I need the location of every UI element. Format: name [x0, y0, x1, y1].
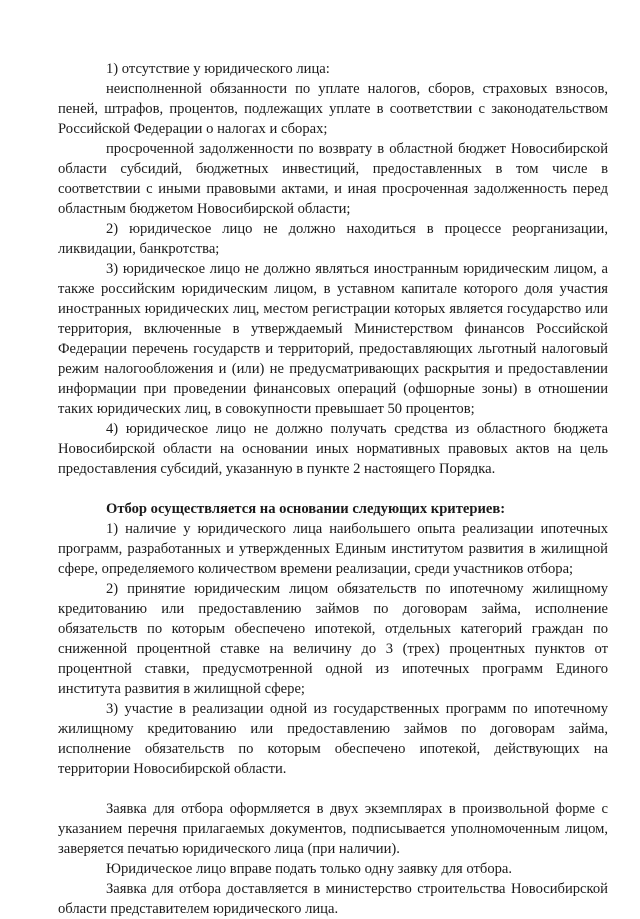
- paragraph-foreign-entity: 3) юридическое лицо не должно являться иностранным юридическим лицом, а также российским юридическим лицом, в уставном капитале которого доля участия иностранных юридических лиц, местом регистрации которых является государство или территория, включенные в утверждаемый Министерством финансов Российской Федерации перечень государств и территорий, предоставляющих льготный налоговый режим налогообложения и (или) не предусматривающих раскрытия и предоставлении информации при проведении финансовых операций (офшорные зоны) в отношении таких юридических лиц, в совокупности превышает 50 процентов;: [58, 261, 608, 417]
- criterion-experience: 1) наличие у юридического лица наибольшего опыта реализации ипотечных программ, разработанных и утвержденных Единым институтом развития в жилищной сфере, определяемого количеством времени реализации, среди участников отбора;: [58, 521, 608, 577]
- criteria-heading: Отбор осуществляется на основании следующих критериев:: [106, 501, 506, 517]
- document-page: [58, 59, 608, 919]
- paragraph-reorganization: 2) юридическое лицо не должно находиться в процессе реорганизации, ликвидации, банкротства;: [58, 221, 608, 257]
- paragraph-tax-obligations: неисполненной обязанности по уплате налогов, сборов, страховых взносов, пеней, штрафов, процентов, подлежащих уплате в соответствии с законодательством Российской Федерации о налогах и сборах;: [58, 81, 608, 137]
- section-gap: [58, 779, 608, 799]
- paragraph-absence-intro: 1) отсутствие у юридического лица:: [106, 61, 330, 77]
- criterion-reduced-rate: 2) принятие юридическим лицом обязательств по ипотечному жилищному кредитованию или предоставлению займов по договорам займа, исполнение обязательств по которым обеспечено ипотекой, отдельных категорий граждан по сниженной процентной ставке на величину до 3 (трех) процентных пунктов от процентной ставки, предусмотренной одной из ипотечных программ Единого института развития в жилищной сфере;: [58, 581, 608, 697]
- criterion-state-programs: 3) участие в реализации одной из государственных программ по ипотечному жилищному кредитованию или предоставлению займов по договорам займа, исполнение обязательств по которым обеспечено ипотекой, действующих на территории Новосибирской области.: [58, 701, 608, 777]
- paragraph-overdue-debt: просроченной задолженности по возврату в областной бюджет Новосибирской области субсидий, бюджетных инвестиций, предоставленных в том числе в соответствии с иными правовыми актами, и иная просроченная задолженность перед областным бюджетом Новосибирской области;: [58, 141, 608, 217]
- paragraph-other-funds: 4) юридическое лицо не должно получать средства из областного бюджета Новосибирской области на основании иных нормативных правовых актов на цель предоставления субсидий, указанную в пункте 2 настоящего Порядка.: [58, 421, 608, 477]
- paragraph-one-application: Юридическое лицо вправе подать только одну заявку для отбора.: [106, 861, 513, 877]
- paragraph-application-delivery: Заявка для отбора доставляется в министерство строительства Новосибирской области представителем юридического лица.: [58, 881, 608, 917]
- section-gap: [58, 479, 608, 499]
- paragraph-application-form: Заявка для отбора оформляется в двух экземплярах в произвольной форме с указанием перечня прилагаемых документов, подписывается уполномоченным лицом, заверяется печатью юридического лица (при наличии).: [58, 801, 608, 857]
